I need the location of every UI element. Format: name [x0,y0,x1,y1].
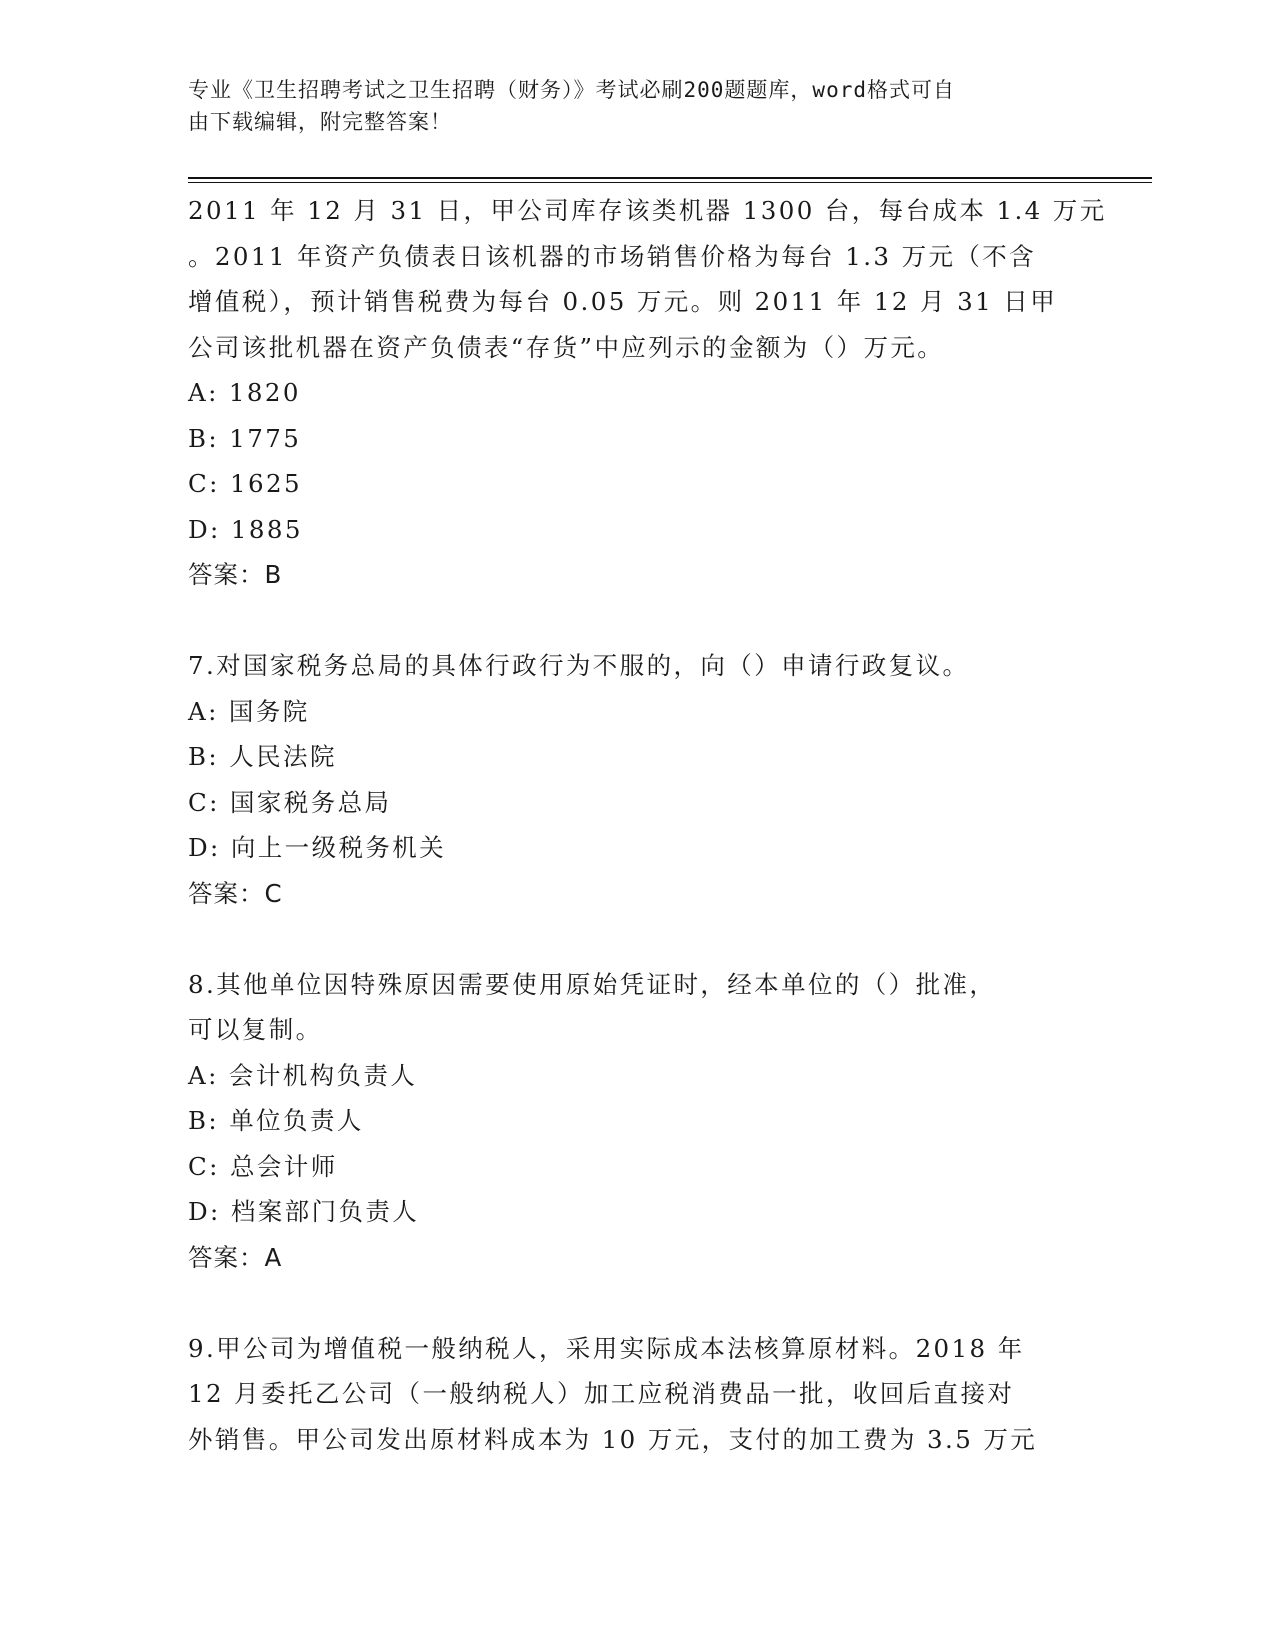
option-c: C: 1625 [188,469,302,498]
question-8 [188,962,1088,1281]
answer-line: 答案：C [188,878,283,908]
header-line-1: 专业《卫生招聘考试之卫生招聘（财务）》考试必刷200题题库，word格式可自 [188,78,955,102]
header-rule-thin [188,182,1152,183]
option-b: B: 单位负责人 [188,1106,364,1135]
option-a: A: 国务院 [188,696,310,726]
option-a: A: 1820 [188,378,301,407]
option-d: D: 向上一级税务机关 [188,833,447,862]
option-b: B: 人民法院 [188,742,337,771]
question-text-line: 。2011 年资产负债表日该机器的市场销售价格为每台 1.3 万元（不含 [188,241,1037,271]
question-text-line: 9.甲公司为增值税一般纳税人，采用实际成本法核算原材料。2018 年 [188,1333,1025,1363]
question-7 [188,643,1088,916]
option-d: D: 1885 [188,514,303,544]
option-b: B: 1775 [188,423,302,453]
question-list [188,188,1107,1462]
option-c: C: 国家税务总局 [188,787,392,817]
spacer [188,916,1088,962]
header-rule-thick [188,177,1152,179]
question-9 [188,1326,1088,1463]
option-a: A: 会计机构负责人 [188,1060,418,1090]
answer-line: 答案：A [188,1242,283,1272]
question-6 [188,188,1107,598]
question-text-line: 增值税），预计销售税费为每台 0.05 万元。则 2011 年 12 月 31 日甲 [188,287,1058,316]
question-text-line: 可以复制。 [188,1015,323,1044]
spacer [188,598,1088,644]
spacer [188,1280,1088,1326]
option-d: D: 档案部门负责人 [188,1197,420,1226]
question-text-line: 12 月委托乙公司（一般纳税人）加工应税消费品一批，收回后直接对 [188,1379,1015,1408]
question-text-line: 8.其他单位因特殊原因需要使用原始凭证时，经本单位的（）批准， [188,969,997,999]
question-text-line: 2011 年 12 月 31 日，甲公司库存该类机器 1300 台，每台成本 1.4 万元 [188,196,1107,225]
question-text-line: 7.对国家税务总局的具体行政行为不服的，向（）申请行政复议。 [188,651,970,680]
option-c: C: 总会计师 [188,1151,338,1181]
document-header [188,74,1068,138]
answer-line: 答案：B [188,560,283,589]
question-text-line: 公司该批机器在资产负债表“存货”中应列示的金额为（）万元。 [188,332,945,362]
header-line-2: 由下载编辑，附完整答案！ [188,110,452,134]
question-text-line: 外销售。甲公司发出原材料成本为 10 万元，支付的加工费为 3.5 万元 [188,1424,1038,1454]
